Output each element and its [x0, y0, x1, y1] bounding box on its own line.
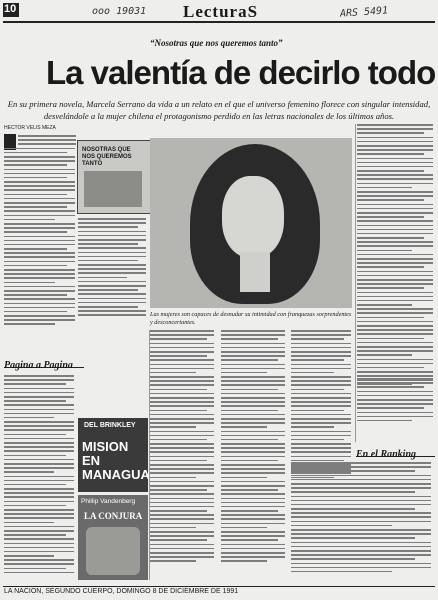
column-rule	[355, 124, 356, 442]
article-col2-text	[78, 218, 148, 319]
ranking-text	[291, 462, 435, 575]
book1-author: DEL BRINKLEY	[84, 422, 136, 429]
article-col1-text	[4, 135, 77, 328]
article-headline: La valentía de decirlo todo	[46, 54, 436, 91]
header-rule	[3, 21, 435, 23]
article-col5-text	[291, 330, 353, 481]
article-col3-text	[150, 330, 216, 565]
photo-caption: Las mujeres son capaces de desnudar su intimidad con franquezas sorprendentes y desconcertantes.	[150, 311, 352, 326]
pagina-col1-text	[4, 375, 76, 576]
book2-title: LA CONJURA	[84, 511, 143, 521]
footer-text: LA NACION, SEGUNDO CUERPO, DOMINGO 8 DE DICIEMBRE DE 1991	[4, 588, 239, 595]
section-title: LecturaS	[183, 2, 259, 21]
column-rule	[149, 330, 150, 580]
book-cover-la-conjura	[78, 495, 148, 580]
portrait-face	[222, 176, 284, 258]
pagina-heading: Pagina a Pagina	[4, 360, 73, 371]
page-number-box	[3, 3, 19, 17]
article-kicker: “Nosotras que nos queremos tanto”	[150, 38, 283, 48]
book1-title: MISION EN MANAGUA	[82, 439, 150, 482]
ranking-heading: En el Ranking	[356, 449, 417, 460]
book2-art	[86, 527, 140, 575]
author-portrait-photo	[150, 138, 352, 308]
book-cover-mision-en-managua	[78, 418, 148, 492]
archive-stamp-right: ARS 5491	[339, 5, 389, 20]
book2-author: Phillip Vandenberg	[81, 498, 136, 505]
book-cover-title: NOSOTRAS QUE NOS QUEREMOS TANTO	[82, 147, 132, 167]
article-col6-text	[357, 378, 435, 424]
page-number: 10	[4, 3, 17, 15]
book-cover-art	[84, 171, 142, 207]
article-col-right-text	[357, 124, 435, 388]
article-col4-text	[221, 330, 287, 565]
article-deck: En su primera novela, Marcela Serrano da vida a un relato en el que el universo femenino florece con singular intensidad, desvelándole a la mujer chilena el protagonismo perdido en las letras nacionales de los últimos años.	[7, 99, 431, 121]
archive-stamp-left: ooo 19031	[92, 6, 147, 17]
ranking-section-header	[356, 444, 435, 460]
footer-rule	[3, 586, 435, 587]
article-byline: HECTOR VELIS MEZA	[4, 125, 56, 131]
book-cover-image	[77, 140, 151, 214]
pagina-section-header	[4, 355, 84, 371]
portrait-neck	[240, 252, 270, 292]
